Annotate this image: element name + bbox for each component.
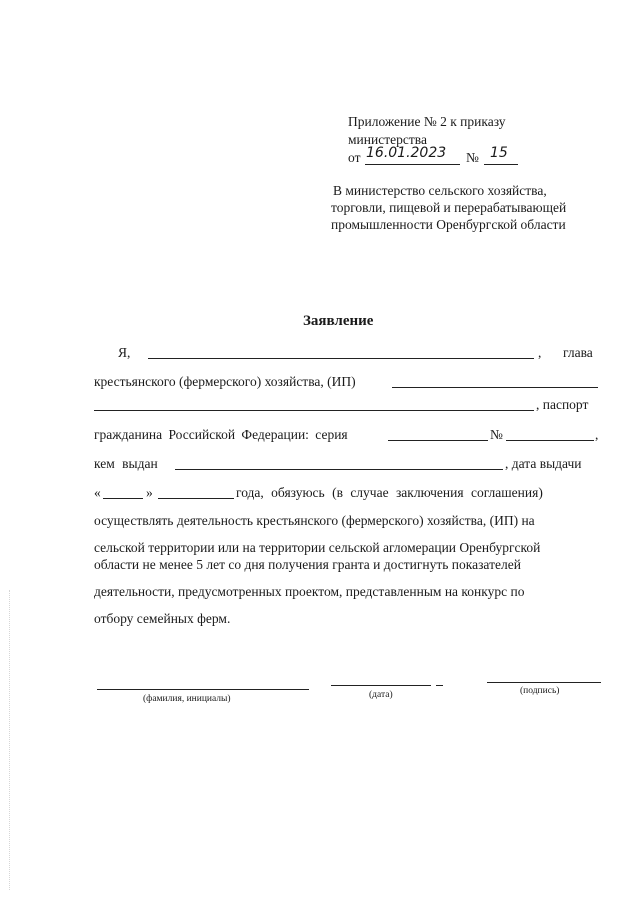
passport-number-blank[interactable] [506,440,594,441]
farm-name-blank[interactable] [392,387,598,388]
addressee-line-2: торговли, пищевой и перерабатывающей [331,200,567,215]
appendix-line-1: Приложение № 2 к приказу [348,114,506,129]
appendix-number-prefix: № [466,150,479,165]
date-signature-line[interactable] [331,685,431,686]
scan-margin-artifact [9,590,10,890]
appendix-from-prefix: от [348,150,361,165]
body-line-5-end: , дата выдачи [505,456,582,471]
addressee-line-3: промышленности Оренбургской области [331,217,566,232]
farm-name-continuation-blank[interactable] [94,410,534,411]
passport-series-blank[interactable] [388,440,488,441]
appendix-line-2: министерства [348,132,427,147]
issued-by-blank[interactable] [175,469,503,470]
body-line-4-end: , [595,427,599,442]
body-line-11: отбору семейных ферм. [94,611,231,626]
body-line-9: области не менее 5 лет со дня получения гранта и достигнуть показателей [94,557,521,572]
appendix-number-handwritten: 15 [490,145,508,161]
appendix-date-handwritten: 16.01.2023 [366,145,447,161]
body-line-1-comma: , [538,345,542,360]
passport-number-sign: № [490,427,503,442]
applicant-name-blank[interactable] [148,358,534,359]
signature-caption: (подпись) [520,686,560,696]
appendix-number-underline [484,164,518,165]
body-line-7: осуществлять деятельность крестьянского (фермерского) хозяйства, (ИП) на [94,513,535,528]
body-line-6-end: года, обязуюсь (в случае заключения соглашения) [236,485,543,500]
body-line-2: крестьянского (фермерского) хозяйства, (ИП) [94,374,356,389]
body-line-1-start: Я, [118,345,131,360]
appendix-date-underline [365,164,460,165]
issue-month-year-blank[interactable] [158,498,234,499]
body-line-8: сельской территории или на территории сельской агломерации Оренбургской [94,540,541,555]
issue-day-close-quote: » [146,485,153,500]
name-caption: (фамилия, инициалы) [143,694,231,704]
document-title: Заявление [303,313,374,329]
body-line-5-start: кем выдан [94,456,158,471]
signature-line[interactable] [487,682,601,683]
body-line-4-start: гражданина Российской Федерации: серия [94,427,348,442]
issue-day-blank[interactable] [103,498,143,499]
date-caption: (дата) [369,690,393,700]
issue-day-open-quote: « [94,485,101,500]
name-signature-line[interactable] [97,689,309,690]
date-line-tick [436,685,443,686]
body-line-10: деятельности, предусмотренных проектом, представленным на конкурс по [94,584,525,599]
body-line-3-end: , паспорт [536,397,589,412]
body-line-1-end: глава [563,345,593,360]
addressee-line-1: В министерство сельского хозяйства, [333,183,547,198]
